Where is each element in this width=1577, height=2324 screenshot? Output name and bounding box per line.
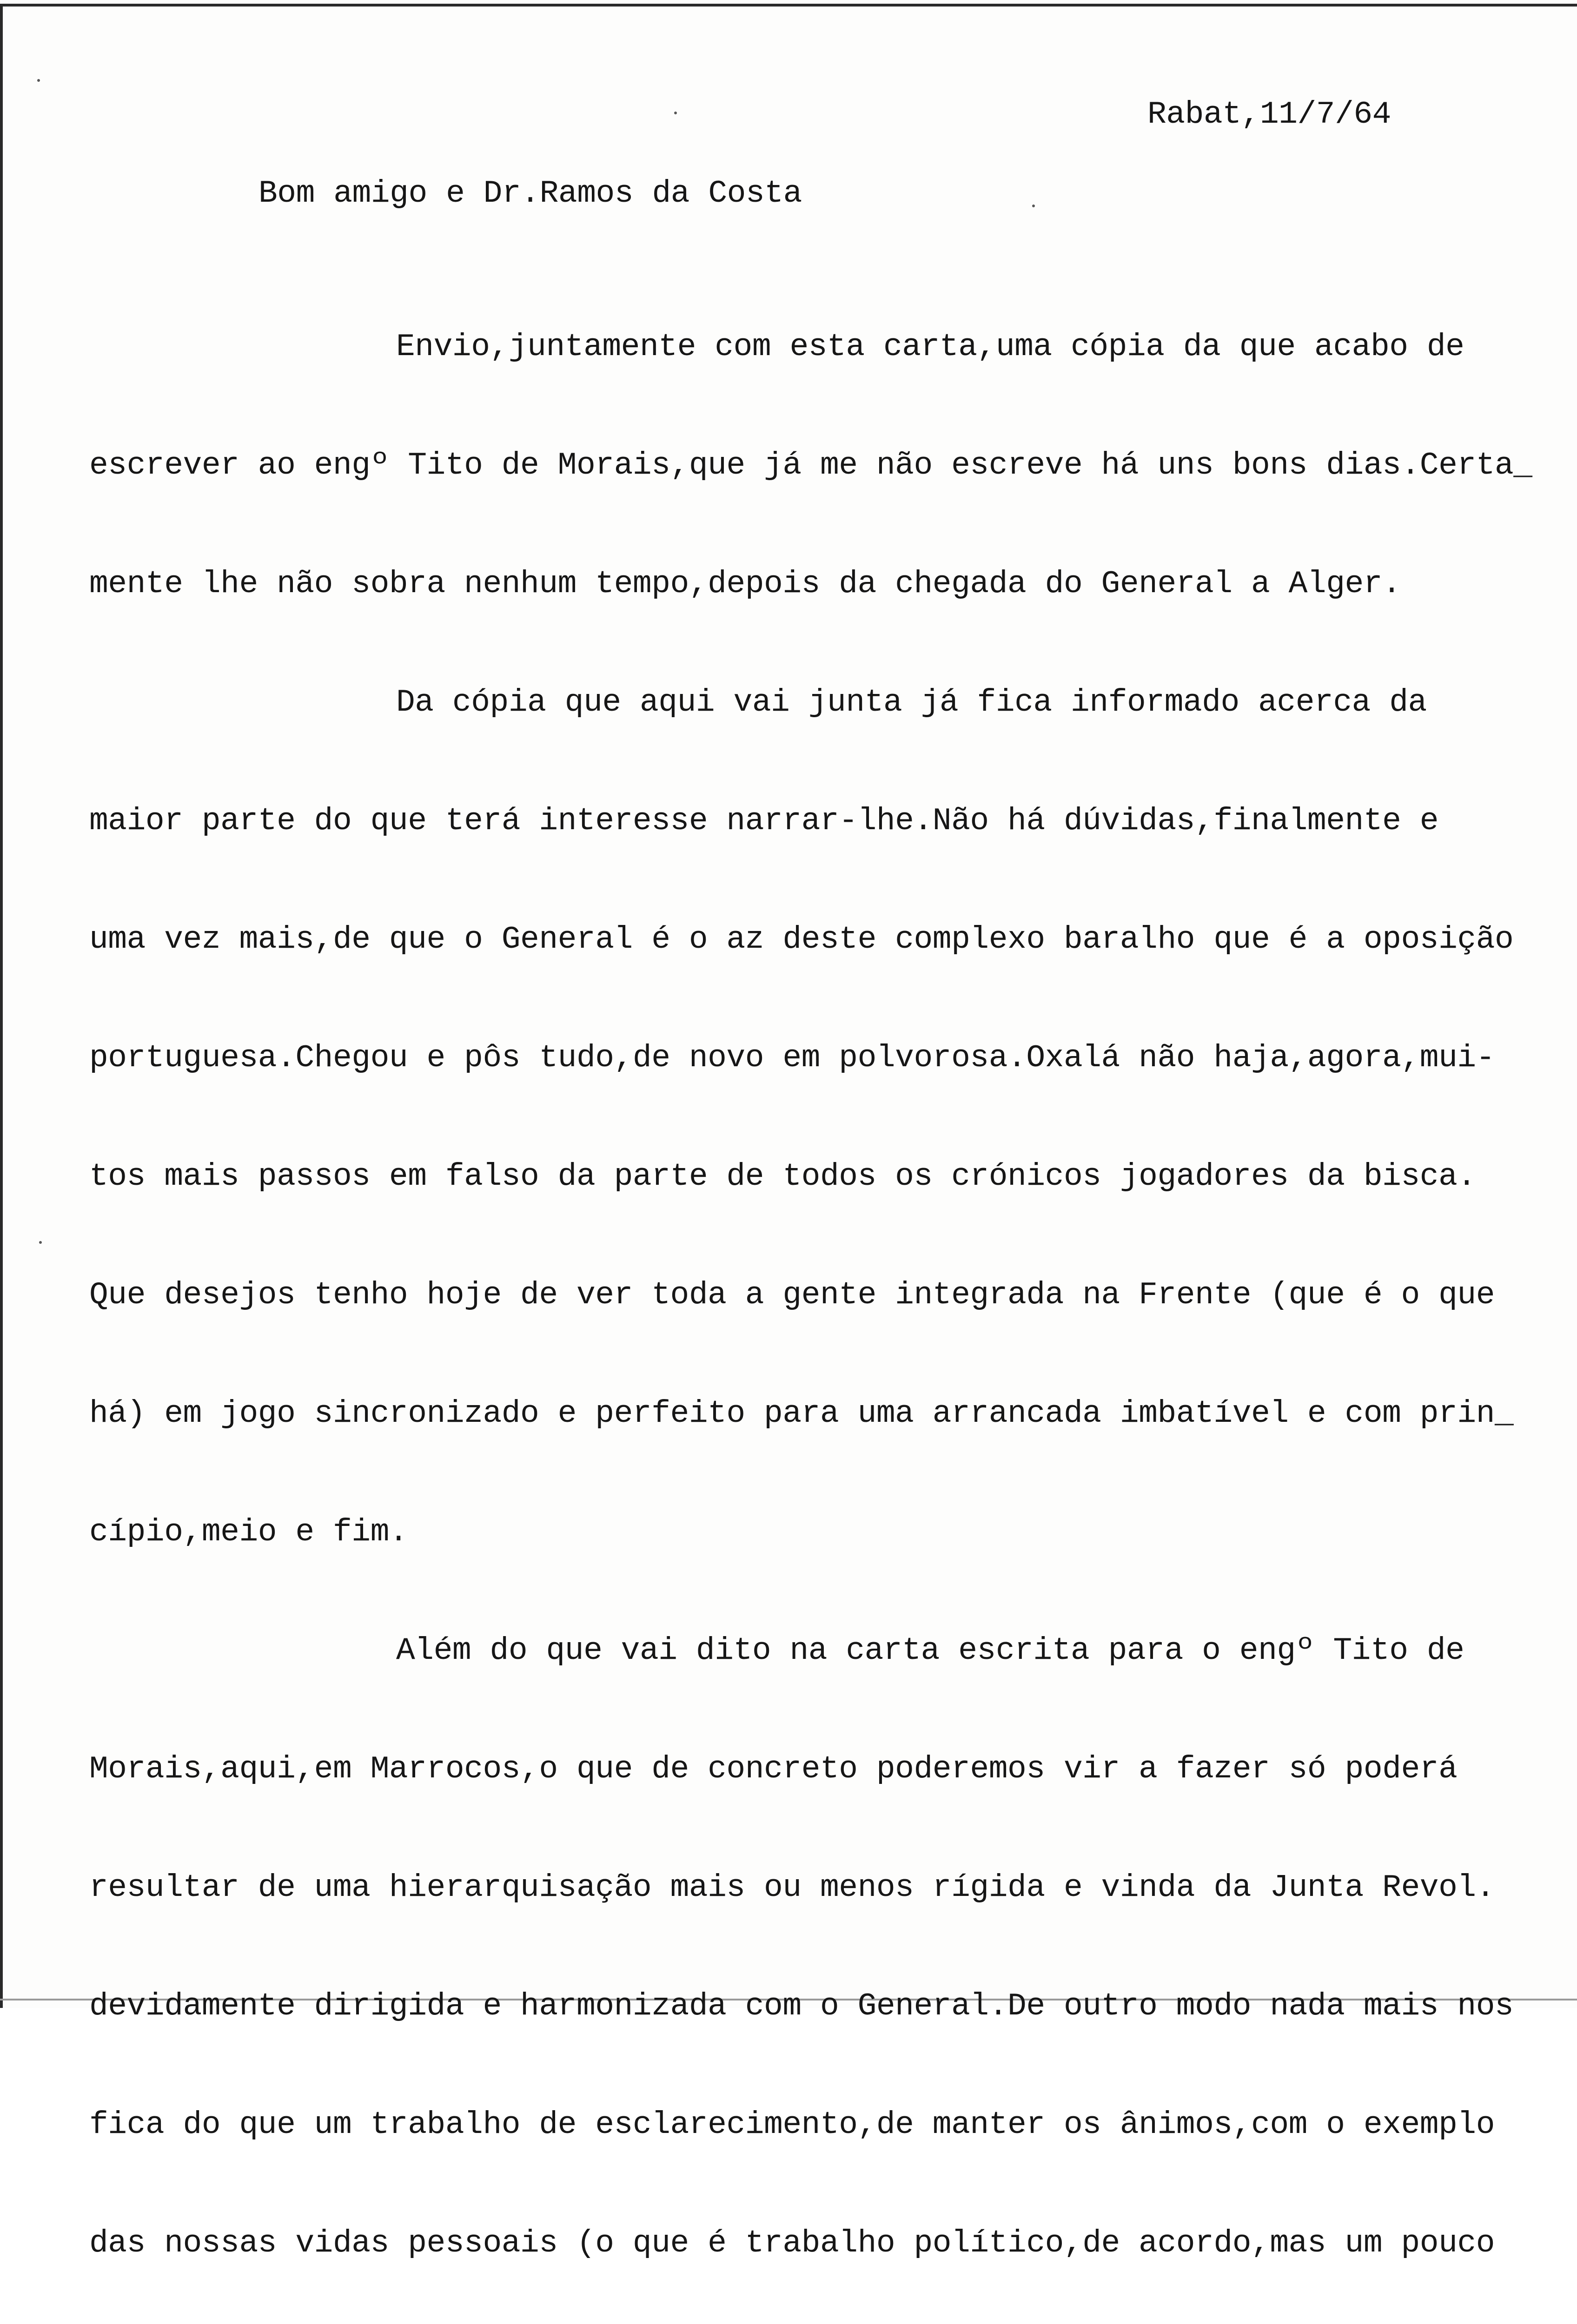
body-line: portuguesa.Chegou e pôs tudo,de novo em polvorosa.Oxalá não haja,agora,mui- — [89, 1040, 1495, 1076]
body-line: Além do que vai dito na carta escrita para o engº Tito de — [396, 1633, 1464, 1669]
body-line: cípio,meio e fim. — [89, 1514, 408, 1550]
body-line: há) em jogo sincronizado e perfeito para uma arrancada imbatível e com prin_ — [89, 1396, 1514, 1432]
page-edge-top — [0, 4, 1577, 7]
body-line: Morais,aqui,em Marrocos,o que de concreto poderemos vir a fazer só poderá — [89, 1751, 1458, 1787]
body-line: Que desejos tenho hoje de ver toda a gente integrada na Frente (que é o que — [89, 1277, 1495, 1313]
paper-speck — [39, 1241, 42, 1244]
paper-speck — [1032, 205, 1035, 207]
body-line: resultar de uma hierarquisação mais ou menos rígida e vinda da Junta Revol. — [89, 1870, 1495, 1906]
body-line: Da cópia que aqui vai junta já fica informado acerca da — [396, 685, 1427, 720]
page-edge-left — [0, 4, 3, 2008]
body-line: mente lhe não sobra nenhum tempo,depois da chegada do General a Alger. — [89, 566, 1401, 602]
body-line: maior parte do que terá interesse narrar-lhe.Não há dúvidas,finalmente e — [89, 803, 1439, 839]
paper-speck — [674, 112, 677, 114]
paper-speck — [37, 79, 40, 82]
body-line: tos mais passos em falso da parte de todos os crónicos jogadores da bisca. — [89, 1159, 1476, 1195]
body-line: das nossas vidas pessoais (o que é trabalho político,de acordo,mas um pouco — [89, 2225, 1495, 2261]
body-line: escrever ao engº Tito de Morais,que já me não escreve há uns bons dias.Certa_ — [89, 448, 1532, 483]
body-line: Envio,juntamente com esta carta,uma cópia da que acabo de — [396, 329, 1464, 365]
letter-salutation: Bom amigo e Dr.Ramos da Costa — [258, 176, 802, 211]
body-line: uma vez mais,de que o General é o az deste complexo baralho que é a oposição — [89, 922, 1514, 957]
body-line: devidamente dirigida e harmonizada com o General.De outro modo nada mais nos — [89, 1988, 1514, 2024]
letter-date: Rabat,11/7/64 — [1147, 97, 1391, 132]
letter-body — [89, 252, 1540, 2324]
body-line: fica do que um trabalho de esclarecimento,de manter os ânimos,com o exemplo — [89, 2107, 1495, 2143]
